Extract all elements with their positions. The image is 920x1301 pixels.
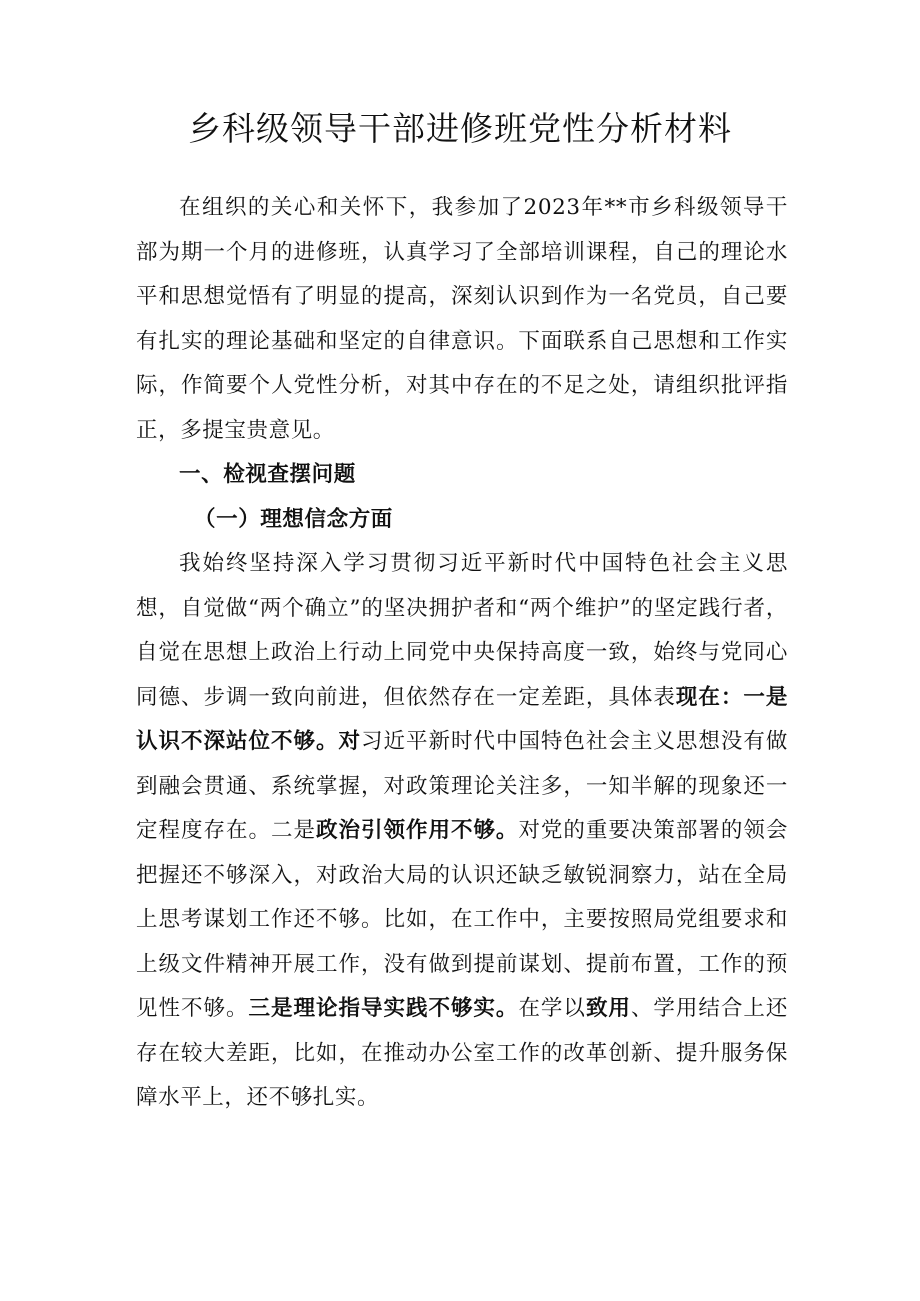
bold-text-run: 政治引领作用不够。 (315, 818, 519, 843)
document-title: 乡科级领导干部进修班党性分析材料 (188, 109, 732, 148)
bold-text-run: 三是理论指导实践不够实。 (248, 996, 519, 1021)
bold-text-run: 现在：一是认识不深站位不够。对 (136, 684, 788, 754)
section-heading: 一、检视查摆问题 (179, 462, 356, 487)
intro-paragraph: 在组织的关心和关怀下，我参加了2023年**市乡科级领导干部为期一个月的进修班，认真学习了全部培训课程，自己的理论水平和思想觉悟有了明显的提高，深刻认识到作为一名党员，自己要有扎实的理论基础和坚定的自律意识。下面联系自己思想和工作实际，作简要个人党性分析，对其中存在的不足之处，请组织批评指正，多提宝贵意见。 (136, 195, 788, 443)
document-body (136, 186, 788, 1121)
body-text-run: 习近平新时代中国特色社会主义思想没有做到融会贯通、系统掌握，对政策理论关注多，一知半解的现象还一定程度存在。二是 (136, 729, 788, 843)
body-text-run: 在学以 (518, 996, 586, 1021)
body-text-run: 我始终坚持深入学习贯彻习近平新时代中国特色社会主义思想，自觉做“两个确立”的坚决拥护者和“两个维护”的坚定践行者，自觉在思想上政治上行动上同党中央保持高度一致，始终与党同心同德、步调一致向前进，但依然存在一定差距，具体表 (136, 551, 788, 710)
subsection-heading: （一）理想信念方面 (194, 506, 393, 532)
body-text-run: 对党的重要决策部署的领会把握还不够深入，对政治大局的认识还缺乏敏锐洞察力，站在全局上思考谋划工作还不够。比如，在工作中，主要按照局党组要求和上级文件精神开展工作，没有做到提前谋划、提前布置，工作的预见性不够。 (136, 818, 788, 1021)
body-text-run: 、学用结合上还存在较大差距，比如，在推动办公室工作的改革创新、提升服务保障水平上，还不够扎实。 (136, 996, 789, 1110)
bold-text-run: 致用 (585, 996, 631, 1021)
ideals-paragraph (136, 542, 788, 1121)
